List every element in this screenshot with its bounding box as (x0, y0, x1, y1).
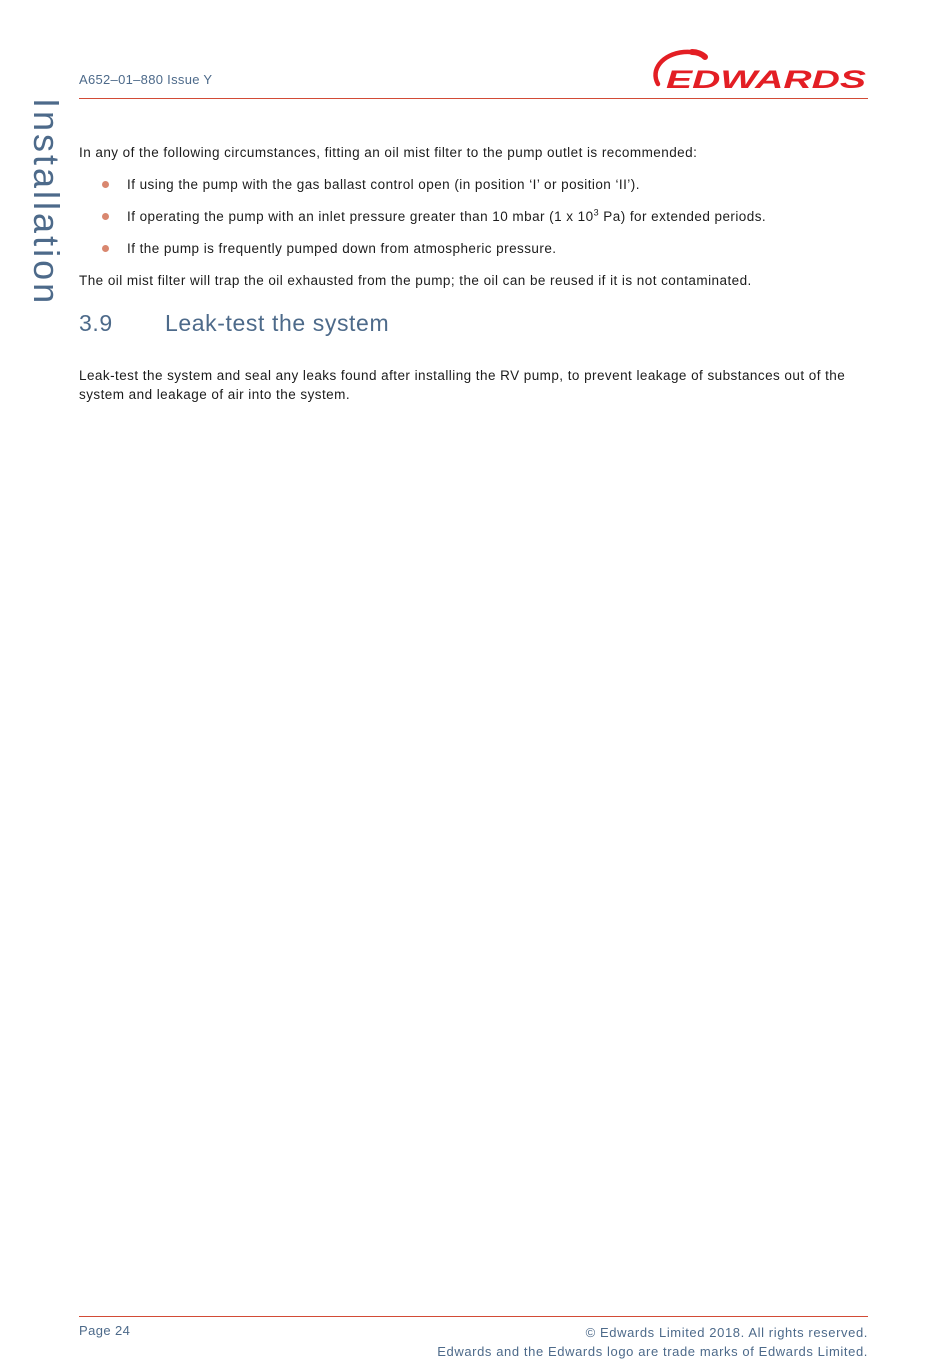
bullet-icon (102, 181, 109, 188)
recommendation-list (79, 175, 869, 271)
footer-divider (79, 1316, 868, 1317)
list-item (79, 207, 869, 239)
filter-note-paragraph: The oil mist filter will trap the oil exhausted from the pump; the oil can be reused if it is not contaminated. (79, 273, 752, 288)
list-item-text-end: Pa) for extended periods. (599, 209, 767, 224)
bullet-icon (102, 245, 109, 252)
superscript-exponent: 3 (593, 207, 600, 218)
document-reference: A652–01–880 Issue Y (79, 72, 213, 87)
edwards-logo (650, 48, 870, 92)
side-tab-label: Installation (26, 98, 67, 307)
list-item (79, 175, 869, 207)
bullet-icon (102, 213, 109, 220)
list-item-text-start: If operating the pump with an inlet pressure greater than 10 mbar (1 x 10 (127, 209, 594, 224)
page-number: Page 24 (79, 1323, 131, 1338)
copyright-notice: © Edwards Limited 2018. All rights reserved. (585, 1325, 868, 1340)
intro-paragraph: In any of the following circumstances, fitting an oil mist filter to the pump outlet is recommended: (79, 145, 698, 160)
section-number: 3.9 (79, 310, 113, 336)
footer-legal (437, 1323, 868, 1361)
list-item (79, 239, 869, 271)
side-section-tab (28, 98, 68, 308)
section-body-paragraph: Leak-test the system and seal any leaks found after installing the RV pump, to prevent leakage of substances out of the system and leakage of air into the system. (79, 368, 846, 402)
section-heading (79, 310, 389, 337)
logo-wordmark: EDWARDS (666, 66, 867, 92)
list-item-text: If the pump is frequently pumped down from atmospheric pressure. (127, 241, 557, 256)
section-title: Leak-test the system (165, 310, 390, 336)
list-item-text: If using the pump with the gas ballast control open (in position ‘I’ or position ‘II’). (127, 177, 640, 192)
header-divider (79, 98, 868, 99)
trademark-notice: Edwards and the Edwards logo are trade marks of Edwards Limited. (437, 1344, 868, 1359)
